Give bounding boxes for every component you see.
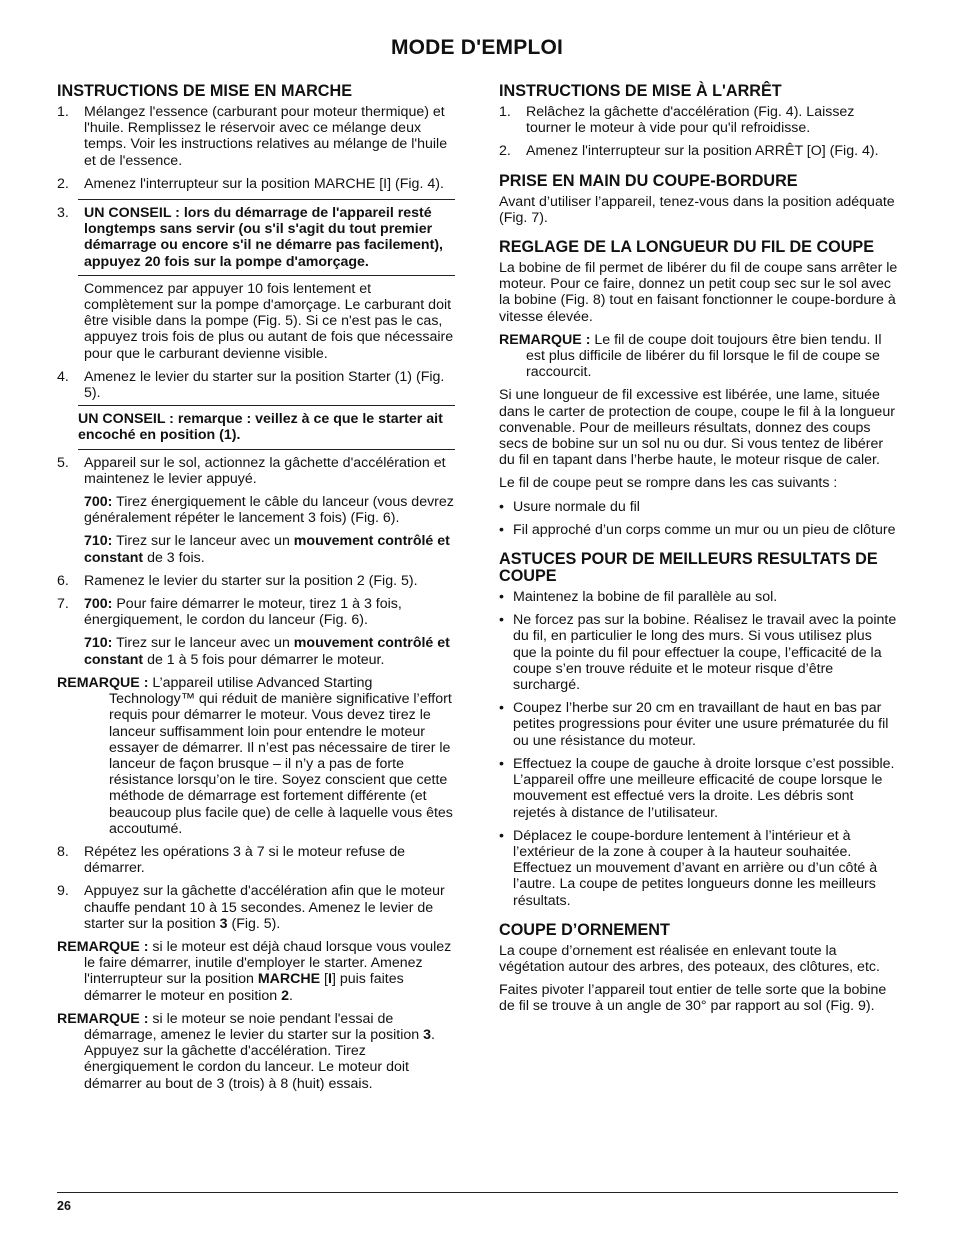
step-text: [84, 883, 455, 932]
step-4-tip: UN CONSEIL : remarque : veillez à ce que le starter ait encoché en position (1).: [78, 411, 443, 444]
right-column: [499, 83, 899, 1022]
step-number: 2.: [57, 175, 69, 192]
step-3-body: Commencez par appuyer 10 fois lentement et complètement sur la pompe d'amorçage. Le carburant doit être visible dans la pompe (Fig. 5). Si ce n'est pas le cas, appuyez trois fois de plus ou autant de fois que nécessaire pour que le carburant devienne visible.: [84, 280, 454, 362]
step-number: 3.: [57, 205, 69, 222]
model-text: de 1 à 5 fois pour démarrer le moteur.: [143, 651, 385, 668]
remarque-label: REMARQUE :: [57, 674, 149, 691]
text-run: si le moteur se noie pendant l'essai de démarrage, amenez le levier du starter sur la position: [84, 1010, 424, 1043]
model-label: 700:: [84, 494, 113, 511]
model-label: 710:: [84, 635, 113, 652]
remarque-text: L’appareil utilise Advanced Starting Technology™ qui réduit de manière significative l’effort requis pour démarrer le moteur. Vous devez tirez le lanceur suffisamment loin pour entendre le moteur essayer de démarrer. Il n’est pas nécessaire de tirer le lanceur de façon brusque – il n’y a pas de forte résistance lorsqu’on le tire. Soyez conscient que cette méthode de démarrage est fortement différente (et beaucoup plus facile que) de celle à laquelle vous êtes accoutumé.: [109, 674, 453, 837]
remarque-label: REMARQUE :: [57, 1010, 149, 1027]
stop-step-1: [499, 104, 899, 136]
step-2: [57, 176, 455, 192]
step-3-tip: [57, 200, 455, 275]
step-text: Ramenez le levier du starter sur la position 2 (Fig. 5).: [84, 572, 418, 589]
step-9: [57, 883, 455, 932]
list-item-text: Fil approché d’un corps comme un mur ou un pieu de clôture: [513, 521, 896, 538]
list-item: [499, 589, 899, 605]
remarque-chaud: [57, 939, 455, 1004]
step-number: 1.: [499, 104, 511, 120]
step-text: Amenez le levier du starter sur la position Starter (1) (Fig. 5).: [84, 368, 445, 402]
remarque-noie: [57, 1011, 455, 1092]
step-number: 8.: [57, 843, 69, 860]
step-number: 1.: [57, 104, 69, 120]
bullet-icon: •: [499, 498, 504, 515]
step-5-700: [84, 494, 455, 526]
page-number: 26: [57, 1199, 71, 1213]
step-7: [57, 596, 455, 628]
tip-text: UN CONSEIL : lors du démarrage de l'appareil resté longtemps sans servir (ou s'il s'agit du tout premier démarrage ou encore s'il ne démarre pas facilement), appuyez 20 fois sur la pompe d'amorçage.: [84, 205, 443, 270]
text-run: si le moteur est déjà chaud lorsque vous voulez le faire démarrer, inutile d'employer le starter. Amenez l'interrupteur sur la position: [84, 938, 452, 988]
model-text: Pour faire démarrer le moteur, tirez 1 à 3 fois, énergiquement, le cordon du lanceur (Fig. 6).: [84, 596, 402, 629]
list-item: [499, 522, 899, 538]
heading-mise-a-l-arret: INSTRUCTIONS DE MISE À L'ARRÊT: [499, 82, 782, 100]
remarque-label: REMARQUE :: [57, 938, 149, 955]
text-run: [: [320, 971, 328, 988]
text-bold: I: [328, 971, 332, 988]
model-text: Tirez énergiquement le câble du lanceur (vous devrez généralement répéter le lancement 3 fois) (Fig. 6).: [84, 494, 454, 527]
list-item-text: Ne forcez pas sur la bobine. Réalisez le travail avec la pointe du fil, en particulier le long des murs. Si vous utilisez plus que la pointe du fil pour effectuer la coupe, l’efficacité de la coupe s’en trouve réduite et le moteur risque d’être surchargé.: [513, 612, 897, 694]
list-item: [499, 612, 899, 693]
text-run: Appuyez sur la gâchette d'accélération afin que le moteur chauffe pendant 10 à 15 secondes. Amenez le levier de starter sur la position: [84, 883, 445, 932]
step-text: Appareil sur le sol, actionnez la gâchette d'accélération et maintenez le levier appuyé.: [84, 454, 446, 487]
list-item-text: Usure normale du fil: [513, 498, 640, 515]
list-item-text: Déplacez le coupe-bordure lentement à l’intérieur et à l’extérieur de la zone à couper à la hauteur souhaitée. Effectuez un mouvement d’avant en arrière ou d’un côté à l’autre. La coupe de petites longueurs donne les meilleurs résultats.: [513, 827, 878, 909]
ornement-paragraph-1: La coupe d’ornement est réalisée en enlevant toute la végétation autour des arbres, des poteaux, des clôtures, etc.: [499, 942, 880, 975]
step-number: 2.: [499, 143, 511, 160]
list-item: [499, 499, 899, 515]
model-label: 700:: [84, 596, 113, 613]
heading-prise-en-main: PRISE EN MAIN DU COUPE-BORDURE: [499, 171, 798, 190]
heading-coupe-ornement: COUPE D’ORNEMENT: [499, 920, 670, 939]
reglage-paragraph-2: Si une longueur de fil excessive est libérée, une lame, située dans le carter de protection de coupe, coupe le fil à la longueur convenable. Pour de meilleurs résultats, donnez des coups secs de bobine sur un sol nu ou dur. Si vous tentez de libérer du fil en tapant dans l’herbe haute, le moteur risque de caler.: [499, 387, 895, 469]
step-1: [57, 104, 455, 169]
step-text: Mélangez l'essence (carburant pour moteur thermique) et l'huile. Remplissez le réservoir avec ce mélange deux temps. Voir les instructions relatives au mélange de l'huile et de l'essence.: [84, 104, 448, 169]
text-bold: 3: [423, 1026, 431, 1043]
list-item-text: Maintenez la bobine de fil parallèle au sol.: [513, 589, 778, 606]
step-number: 4.: [57, 368, 69, 385]
model-text: de 3 fois.: [143, 549, 205, 566]
text-bold: 3: [219, 915, 228, 932]
text-run: ] puis faites démarrer le moteur en position: [84, 971, 404, 1004]
heading-reglage: REGLAGE DE LA LONGUEUR DU FIL DE COUPE: [499, 238, 875, 257]
bullet-icon: •: [499, 521, 504, 538]
step-4: [57, 369, 455, 401]
reglage-remarque: [499, 332, 899, 381]
reglage-paragraph-3: Le fil de coupe peut se rompre dans les cas suivants :: [499, 475, 838, 492]
list-item-text: Coupez l’herbe sur 20 cm en travaillant de haut en bas par petites progressions pour éviter une usure prématurée du fil ou une résistance du moteur.: [513, 700, 889, 749]
list-item: [499, 700, 899, 749]
heading-astuces: ASTUCES POUR DE MEILLEURS RESULTATS DE COUPE: [499, 550, 878, 586]
model-label: 710:: [84, 533, 113, 550]
reglage-paragraph-1: La bobine de fil permet de libérer du fil de coupe sans arrêter le moteur. Pour ce faire, donnez un petit coup sec sur le sol avec la bobine (Fig. 8) tout en faisant fonctionner le coupe-bordure à vitesse élevée.: [499, 260, 898, 325]
model-emphasis: mouvement contrôlé et constant: [84, 635, 450, 668]
model-text: Tirez sur le lanceur avec un: [112, 635, 294, 652]
bullet-icon: •: [499, 755, 504, 772]
list-item: [499, 756, 899, 821]
step-text: Amenez l'interrupteur sur la position ARRÊT [O] (Fig. 4).: [526, 143, 879, 160]
bullet-icon: •: [499, 589, 504, 606]
step-text: Amenez l'interrupteur sur la position MARCHE [I] (Fig. 4).: [84, 175, 444, 192]
step-number: 5.: [57, 454, 69, 471]
step-text: Répétez les opérations 3 à 7 si le moteur refuse de démarrer.: [84, 843, 405, 877]
step-number: 6.: [57, 572, 69, 589]
step-text: [84, 596, 455, 628]
step-7-710: [84, 635, 455, 667]
step-number: 7.: [57, 596, 69, 613]
remarque-ast: [57, 675, 455, 837]
text-bold: MARCHE: [257, 971, 321, 988]
list-item-text: Effectuez la coupe de gauche à droite lorsque c’est possible. L’appareil offre une meilleure efficacité de coupe lorsque le mouvement est effectué vers la droite. Les débris sont rejetés à distance de l’utilisateur.: [513, 755, 895, 821]
page-title: MODE D'EMPLOI: [390, 36, 564, 59]
remarque-text: Le fil de coupe doit toujours être bien tendu. Il est plus difficile de libérer du fil lorsque le fil de coupe se raccourcit.: [526, 331, 882, 381]
left-column: [57, 83, 455, 1099]
remarque-label: REMARQUE :: [499, 331, 591, 348]
ornement-paragraph-2: Faites pivoter l’appareil tout entier de telle sorte que la bobine de fil se trouve à un angle de 30° par rapport au sol (Fig. 9).: [499, 982, 887, 1015]
bullet-icon: •: [499, 827, 504, 844]
step-8: [57, 844, 455, 876]
list-item: [499, 828, 899, 909]
bullet-icon: •: [499, 612, 504, 629]
step-number: 9.: [57, 883, 69, 900]
footer-divider: [57, 1192, 898, 1193]
text-run: . Appuyez sur la gâchette d'accélération. Tirez énergiquement le cordon du lanceur. Le moteur doit démarrer au bout de 3 (trois) à 8 (huit) essais.: [84, 1026, 435, 1092]
stop-step-2: [499, 143, 899, 159]
prise-text: Avant d’utiliser l’appareil, tenez-vous dans la position adéquate (Fig. 7).: [499, 193, 895, 226]
text-run: (Fig. 5).: [227, 915, 281, 932]
bullet-icon: •: [499, 700, 504, 717]
divider: [78, 275, 455, 276]
step-5: [57, 455, 455, 487]
step-text: Relâchez la gâchette d'accélération (Fig. 4). Laissez tourner le moteur à vide pour qu'il refroidisse.: [526, 104, 855, 137]
model-emphasis: mouvement contrôlé et constant: [84, 533, 450, 566]
step-5-710: [84, 533, 455, 565]
divider: [78, 449, 455, 450]
step-6: [57, 573, 455, 589]
text-run: .: [289, 987, 293, 1004]
model-text: Tirez sur le lanceur avec un: [112, 533, 294, 550]
heading-mise-en-marche: INSTRUCTIONS DE MISE EN MARCHE: [57, 82, 352, 100]
text-bold: 2: [281, 987, 290, 1004]
